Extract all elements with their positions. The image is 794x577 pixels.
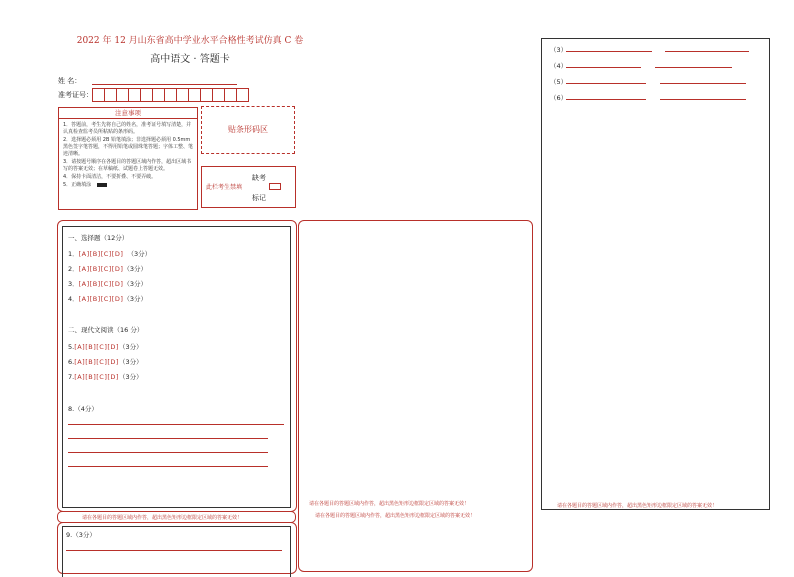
barcode-area (201, 106, 295, 154)
choice-row[interactable]: 5.[A][B][C][D]（3分） (68, 343, 143, 351)
name-label: 姓 名： (58, 77, 82, 85)
choice-options: [A][B][C][D] (74, 373, 119, 381)
answer-line[interactable] (660, 99, 746, 100)
question-9-label: 9.（3分） (66, 531, 96, 539)
choice-row[interactable]: 1．[A][B][C][D] （3分） (68, 250, 152, 258)
answer-line[interactable] (566, 99, 646, 100)
notice-heading: 注意事项 (59, 108, 197, 119)
absent-hint: 此栏考生禁填 (206, 184, 243, 191)
choice-options: [A][B][C][D] (78, 280, 124, 288)
answer-line[interactable] (655, 67, 732, 68)
answer-line[interactable] (68, 438, 268, 439)
answer-line[interactable] (68, 452, 268, 453)
question-8-label: 8.（4分） (68, 405, 98, 413)
notice-box (58, 107, 198, 210)
answer-line[interactable] (68, 424, 284, 425)
answer-line[interactable] (68, 466, 268, 467)
answer-line[interactable] (566, 83, 646, 84)
absent-mark-box (201, 166, 296, 208)
notice-item: 1．答题前，考生先将自己的姓名，准考证号填写清楚，并认真检查监考员所粘贴的条形码。 (63, 122, 192, 135)
name-field[interactable] (92, 84, 237, 85)
choice-row[interactable]: 7.[A][B][C][D]（3分） (68, 373, 143, 381)
right-question-label: （6） (550, 94, 568, 102)
footer-note: 请在各题目的答题区域内作答，超出黑色矩形边框限定区域的答案无效！ (557, 503, 718, 509)
footer-note: 请在各题目的答题区域内作答，超出黑色矩形边框限定区域的答案无效！ (82, 515, 243, 521)
right-question-label: （5） (550, 78, 568, 86)
notice-item: 4．保持卡面清洁，不要折叠、不要弄破。 (63, 174, 157, 180)
footer-note: 请在各题目的答题区域内作答，超出黑色矩形边框限定区域的答案无效！ (309, 501, 470, 507)
absent-mark-label: 标记 (252, 194, 266, 202)
section1-heading: 一、选择题（12分） (68, 234, 129, 242)
notice-item: 2．选择题必须用 2B 铅笔填涂；非选择题必须用 0.5mm 黑色签字笔答题，不得用铅笔或圆珠笔答题；字体工整、笔迹清晰。 (63, 137, 194, 157)
absent-label: 缺考 (252, 174, 266, 182)
right-question-label: （4） (550, 62, 568, 70)
answer-line[interactable] (665, 51, 749, 52)
answer-area-3 (62, 526, 291, 577)
section2-heading: 二、现代文阅读（16 分） (68, 326, 144, 334)
answer-sheet-subtitle: 高中语文 · 答题卡 (150, 54, 230, 65)
choice-row[interactable]: 6.[A][B][C][D]（3分） (68, 358, 143, 366)
exam-title: 2022 年 12 月山东省高中学业水平合格性考试仿真 C 卷 (76, 36, 304, 46)
barcode-label: 贴条形码区 (228, 125, 268, 134)
right-question-label: （3） (550, 46, 568, 54)
id-label: 准考证号： (58, 91, 93, 99)
answer-panel-4 (298, 220, 533, 572)
notice-item: 5．正确填涂 (63, 182, 193, 189)
choice-options: [A][B][C][D] (74, 358, 119, 366)
notice-item: 3．请按题号顺序在各题目的答题区域内作答，超出区域书写的答案无效；在草稿纸、试题卷上答题无效。 (63, 159, 192, 172)
answer-panel-5 (541, 38, 770, 510)
answer-line[interactable] (566, 51, 652, 52)
choice-options: [A][B][C][D] (74, 343, 119, 351)
answer-line[interactable] (66, 550, 282, 551)
footer-note: 请在各题目的答题区域内作答，超出黑色矩形边框限定区域的答案无效！ (315, 513, 476, 519)
answer-line[interactable] (566, 67, 641, 68)
choice-row[interactable]: 2．[A][B][C][D]（3分） (68, 265, 148, 273)
answer-line[interactable] (660, 83, 746, 84)
choice-options: [A][B][C][D] (78, 250, 124, 258)
choice-options: [A][B][C][D] (78, 295, 124, 303)
choice-row[interactable]: 4．[A][B][C][D]（3分） (68, 295, 148, 303)
choice-options: [A][B][C][D] (78, 265, 124, 273)
filled-mark-example (97, 183, 107, 187)
id-number-boxes[interactable] (92, 88, 249, 100)
absent-checkbox[interactable] (269, 183, 281, 190)
choice-row[interactable]: 3．[A][B][C][D]（3分） (68, 280, 148, 288)
